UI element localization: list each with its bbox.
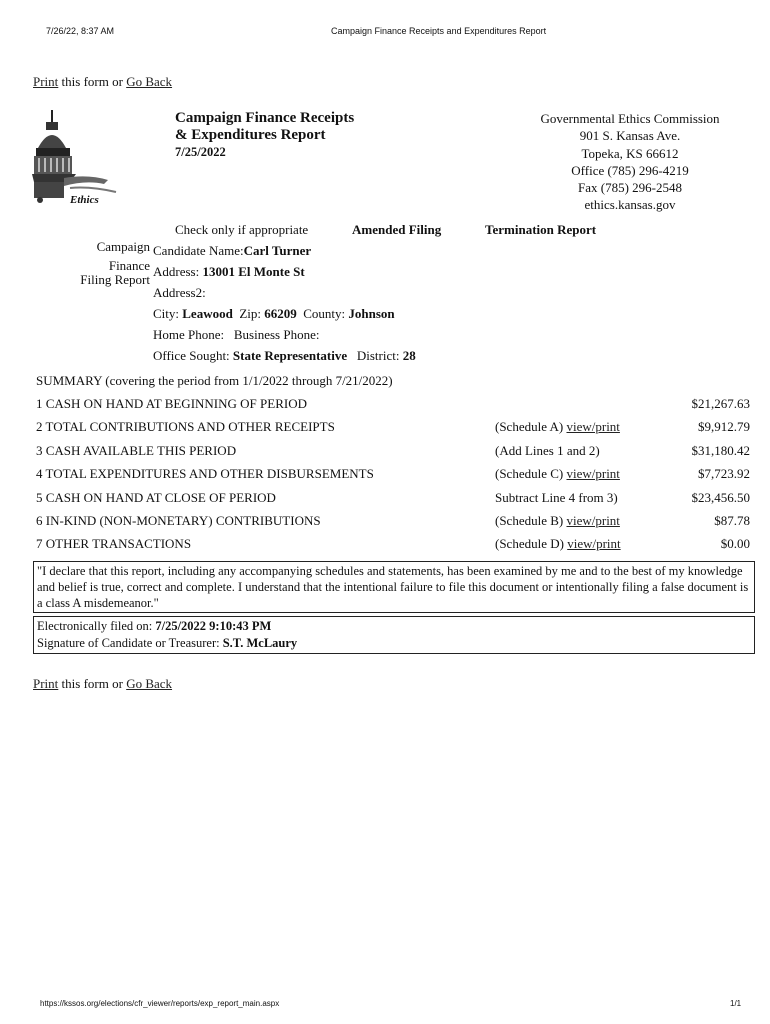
print-link[interactable]: Print [33, 74, 59, 89]
check-label: Check only if appropriate [175, 222, 309, 237]
summary-row-amount: $31,180.42 [691, 442, 750, 458]
address-value: 13001 El Monte St [202, 264, 305, 279]
print-url: https://kssos.org/elections/cfr_viewer/reports/exp_report_main.aspx [40, 999, 280, 1008]
declaration-box: "I declare that this report, including any accompanying schedules and statements, has been examined by me and to the best of my knowledge and belief is true, correct and complete. I understand that the intentional failure to file this document or intentionally filing a false document is a class A misdemeanor." [33, 561, 755, 613]
schedule-label: (Add Lines 1 and 2) [495, 442, 600, 458]
filing-side-label [40, 240, 150, 287]
summary-row-amount: $7,723.92 [698, 466, 750, 482]
summary-row [36, 466, 750, 489]
summary-row-label: 7 OTHER TRANSACTIONS [36, 536, 192, 552]
summary-row-schedule [495, 419, 620, 435]
print-datetime: 7/26/22, 8:37 AM [46, 26, 115, 36]
nav-separator-text: this form or [58, 74, 127, 89]
candidate-details [153, 240, 416, 366]
schedule-label: (Schedule C) [495, 466, 567, 482]
summary-row-schedule [495, 490, 618, 506]
bottom-nav [33, 676, 172, 692]
office-value: State Representative [232, 348, 348, 363]
report-title-line2: & Expenditures Report [175, 127, 326, 143]
summary-row-label: 6 IN-KIND (NON-MONETARY) CONTRIBUTIONS [36, 513, 321, 528]
address-line: Address: 13001 El Monte St [153, 264, 305, 279]
phone-line: Home Phone: Business Phone: [153, 327, 320, 342]
summary-row [36, 513, 750, 536]
summary-row-label: 1 CASH ON HAND AT BEGINNING OF PERIOD [36, 396, 307, 411]
candidate-name-line: Candidate Name:Carl Turner [153, 243, 312, 258]
summary-row-amount: $0.00 [720, 536, 750, 552]
summary-row-schedule [495, 536, 621, 552]
agency-office-phone: Office (785) 296-4219 [571, 162, 689, 178]
summary-row-label: 2 TOTAL CONTRIBUTIONS AND OTHER RECEIPTS [36, 419, 335, 435]
side-label-campaign: Campaign [96, 239, 150, 254]
amended-filing-option: Amended Filing [352, 222, 442, 237]
filed-on-value: 7/25/2022 9:10:43 PM [155, 619, 272, 633]
summary-row-label: 5 CASH ON HAND AT CLOSE OF PERIOD [36, 489, 276, 505]
summary-row-amount: $23,456.50 [691, 489, 750, 505]
candidate-name: Carl Turner [243, 243, 312, 258]
logo-text: Ethics [70, 194, 99, 206]
schedule-label: Subtract Line 4 from 3) [495, 489, 618, 505]
city-value: Leawood [182, 306, 233, 321]
agency-street: 901 S. Kansas Ave. [579, 128, 681, 144]
schedule-label: (Schedule B) [495, 513, 567, 528]
side-label-filing-report: Filing Report [80, 272, 150, 287]
city-line: City: Leawood Zip: 66209 County: Johnson [153, 306, 395, 321]
schedule-label: (Schedule A) [495, 419, 567, 435]
summary-row-amount: $9,912.79 [698, 419, 750, 435]
schedule-label: (Schedule D) [495, 536, 568, 552]
summary-row-label: 4 TOTAL EXPENDITURES AND OTHER DISBURSEMENTS [36, 466, 374, 482]
agency-website: ethics.kansas.gov [584, 197, 676, 213]
side-label-finance: Finance [108, 258, 150, 273]
summary-heading: SUMMARY (covering the period from 1/1/2022 through 7/21/2022) [36, 373, 393, 388]
signer-value: S.T. McLaury [222, 636, 298, 650]
office-line: Office Sought: State Representative District: 28 [153, 348, 416, 363]
report-title-line1: Campaign Finance Receipts [175, 110, 355, 126]
top-nav [33, 74, 172, 90]
county-value: Johnson [348, 306, 395, 321]
go-back-link-bottom[interactable]: Go Back [126, 676, 173, 691]
agency-city: Topeka, KS 66612 [581, 145, 679, 161]
summary-row [36, 419, 750, 442]
signer-line: Signature of Candidate or Treasurer: S.T. McLaury [37, 636, 298, 650]
print-page-title: Campaign Finance Receipts and Expenditures Report [331, 26, 547, 36]
summary-row-amount: $21,267.63 [691, 396, 750, 411]
summary-row-schedule [495, 513, 620, 529]
ethics-commission-logo [30, 108, 122, 212]
summary-row-schedule [495, 443, 600, 459]
go-back-link[interactable]: Go Back [126, 74, 173, 89]
agency-name: Governmental Ethics Commission [540, 111, 720, 126]
zip-value: 66209 [264, 306, 297, 321]
signature-box [33, 616, 755, 654]
summary-row [36, 490, 750, 513]
agency-address [510, 110, 750, 214]
address2-line: Address2: [153, 285, 206, 300]
agency-fax: Fax (785) 296-2548 [578, 180, 682, 196]
view-print-link[interactable]: view/print [566, 513, 620, 528]
summary-row [36, 396, 750, 419]
view-print-link[interactable]: view/print [567, 536, 621, 552]
summary-row-schedule [495, 466, 620, 482]
view-print-link[interactable]: view/print [566, 419, 620, 435]
summary-row-label: 3 CASH AVAILABLE THIS PERIOD [36, 442, 237, 458]
district-value: 28 [402, 348, 416, 363]
summary-row [36, 536, 750, 559]
print-link-bottom[interactable]: Print [33, 676, 59, 691]
report-date: 7/25/2022 [175, 145, 226, 159]
summary-row-amount: $87.78 [714, 513, 750, 528]
nav-separator-text-bottom: this form or [58, 676, 127, 691]
view-print-link[interactable]: view/print [566, 466, 620, 482]
filed-on-line: Electronically filed on: 7/25/2022 9:10:43 PM [37, 619, 272, 633]
termination-report-option: Termination Report [485, 222, 597, 237]
print-page-count: 1/1 [730, 999, 742, 1008]
report-title-block [175, 110, 354, 161]
summary-row [36, 443, 750, 466]
